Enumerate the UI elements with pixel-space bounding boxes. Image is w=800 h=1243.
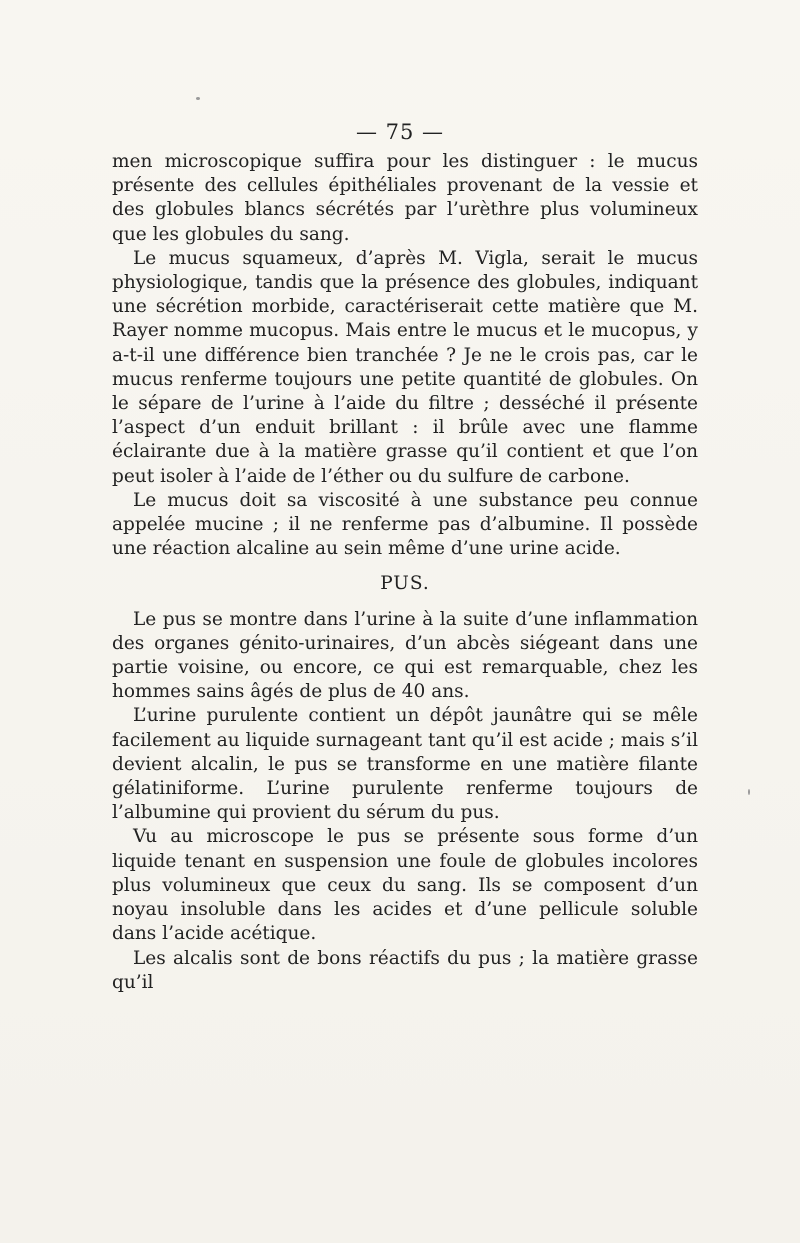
ink-speck [196, 97, 200, 100]
paragraph: L’urine purulente contient un dépôt jaunâtre qui se mêle facilement au liquide surnageant tant qu’il est acide ; mais s’il devient alcalin, le pus se transforme en une matière filante gélatiniforme. L’urine purulente renferme toujours de l’albumine qui provient du sérum du pus. [112, 705, 698, 824]
section-heading: PUS. [380, 573, 430, 595]
ink-speck [748, 789, 750, 795]
paragraph: Le mucus doit sa viscosité à une substance peu connue appelée mucine ; il ne renferme pas d’albumine. Il possède une réaction alcaline au sein même d’une urine acide. [112, 489, 698, 560]
paragraph: Le mucus squameux, d’après M. Vigla, serait le mucus physiologique, tandis que la présence des globules, indiquant une sécrétion morbide, caractériserait cette matière que M. Rayer nomme mucopus. Mais entre le mucus et le mucopus, y a-t-il une différence bien tranchée ? Je ne le crois pas, car le mucus renferme toujours une petite quantité de globules. On le sépare de l’urine à l’aide du filtre ; desséché il présente l’aspect d’un enduit brillant : il brûle avec une flamme éclairante due à la matière grasse qu’il contient et que l’on peut isoler à l’aide de l’éther ou du sulfure de carbone. [112, 247, 698, 487]
paragraph: Vu au microscope le pus se présente sous forme d’un liquide tenant en suspension une foule de globules incolores plus volumineux que ceux du sang. Ils se composent d’un noyau insoluble dans les acides et d’une pellicule soluble dans l’acide acétique. [112, 826, 698, 945]
paragraph: Les alcalis sont de bons réactifs du pus ; la matière grasse qu’il [112, 947, 698, 993]
page-number: — 75 — [355, 120, 445, 144]
paragraph: men microscopique suffira pour les distinguer : le mucus présente des cellules épithéliales provenant de la vessie et des globules blancs sécrétés par l’urèthre plus volumineux que les globules du sang. [112, 151, 698, 245]
paragraph: Le pus se montre dans l’urine à la suite d’une inflammation des organes génito-urinaires, d’un abcès siégeant dans une partie voisine, ou encore, ce qui est remarquable, chez les hommes sains âgés de plus de 40 ans. [112, 608, 698, 703]
body-text [112, 150, 698, 995]
